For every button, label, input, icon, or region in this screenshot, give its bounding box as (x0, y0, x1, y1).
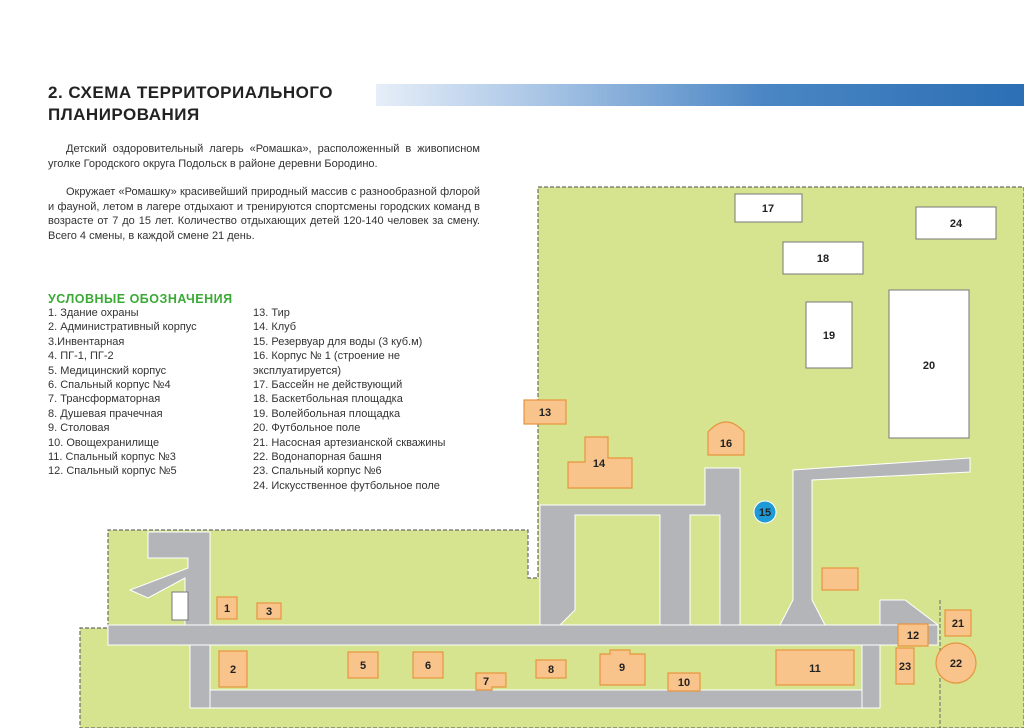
legend-item: 14. Клуб (253, 321, 297, 334)
legend-item: 10. Овощехранилище (48, 436, 160, 449)
map-label-18: 18 (816, 253, 830, 265)
map-label-21: 21 (951, 618, 965, 630)
legend-item: 9. Столовая (48, 422, 110, 435)
map-label-13: 13 (538, 407, 552, 419)
map-label-14: 14 (592, 458, 606, 470)
legend-item: 23. Спальный корпус №6 (253, 465, 382, 478)
legend-item: 12. Спальный корпус №5 (48, 465, 177, 478)
legend-item: 1. Здание охраны (48, 307, 139, 319)
territory-area (80, 187, 1024, 728)
legend-item: 3.Инвентарная (48, 335, 125, 348)
map-label-6: 6 (424, 660, 432, 672)
map-label-16: 16 (719, 438, 733, 450)
legend-item: 22. Водонапорная башня (253, 451, 382, 464)
legend-item: 13. Тир (253, 307, 290, 319)
map-label-1: 1 (223, 603, 231, 615)
gate-building (172, 592, 188, 620)
map-label-8: 8 (547, 664, 555, 676)
legend-item: 19. Волейбольная площадка (253, 407, 401, 420)
description-paragraph-1: Детский оздоровительный лагерь «Ромашка», расположенный в живописном уголке Городского округа Подольск в районе деревни Бородино. (48, 143, 480, 170)
description-paragraph-2: Окружает «Ромашку» красивейший природный массив с разнообразной флорой и фауной, летом в лагере отдыхают и тренируются спортсмены городских команд в возрасте от 7 до 15 лет. Количество отдыхающих детей 120-140 человек за смену. Всего 4 смены, в каждой смене 21 день. (48, 186, 480, 242)
building-unlabeled (822, 568, 858, 590)
legend-item: 20. Футбольное поле (253, 422, 361, 435)
road-main (108, 625, 938, 645)
legend-item: 11. Спальный корпус №3 (48, 451, 176, 464)
road-loop-left (190, 645, 210, 708)
map-label-10: 10 (677, 677, 691, 689)
legend-item: 2. Административный корпус (48, 321, 197, 334)
map-label-9: 9 (618, 662, 626, 674)
map-label-23: 23 (898, 661, 912, 673)
map-label-12: 12 (906, 630, 920, 642)
legend-item: 24. Искусственное футбольное поле (253, 479, 440, 492)
map-label-11: 11 (809, 663, 821, 675)
map-label-3: 3 (265, 606, 273, 618)
legend-item: 7. Трансформаторная (48, 393, 161, 406)
map-label-15: 15 (758, 507, 772, 519)
legend-item: 21. Насосная артезианской скважины (253, 436, 446, 449)
map-label-17: 17 (761, 203, 775, 215)
page-title: 2. СХЕМА ТЕРРИТОРИАЛЬНОГО ПЛАНИРОВАНИЯ (48, 83, 333, 124)
map-label-5: 5 (359, 660, 367, 672)
road-bottom (190, 690, 880, 708)
map-label-24: 24 (949, 218, 963, 230)
legend-item: 16. Корпус № 1 (строение не эксплуатируется) (253, 350, 404, 377)
map-label-2: 2 (229, 664, 237, 676)
legend-item: 8. Душевая прачечная (48, 407, 163, 420)
legend-item: 17. Бассейн не действующий (253, 379, 403, 392)
road-loop-right (862, 645, 880, 708)
legend-title: УСЛОВНЫЕ ОБОЗНАЧЕНИЯ (48, 292, 233, 306)
legend-item: 15. Резервуар для воды (3 куб.м) (253, 335, 423, 348)
building-7 (476, 673, 506, 690)
map-label-22: 22 (949, 658, 963, 670)
map-label-19: 19 (822, 330, 836, 342)
legend-item: 18. Баскетбольная площадка (253, 393, 403, 406)
legend-item: 6. Спальный корпус №4 (48, 379, 171, 392)
legend-item: 4. ПГ-1, ПГ-2 (48, 350, 114, 363)
map-label-7: 7 (482, 676, 490, 688)
legend-item: 5. Медицинский корпус (48, 364, 167, 377)
map-label-20: 20 (922, 360, 936, 372)
